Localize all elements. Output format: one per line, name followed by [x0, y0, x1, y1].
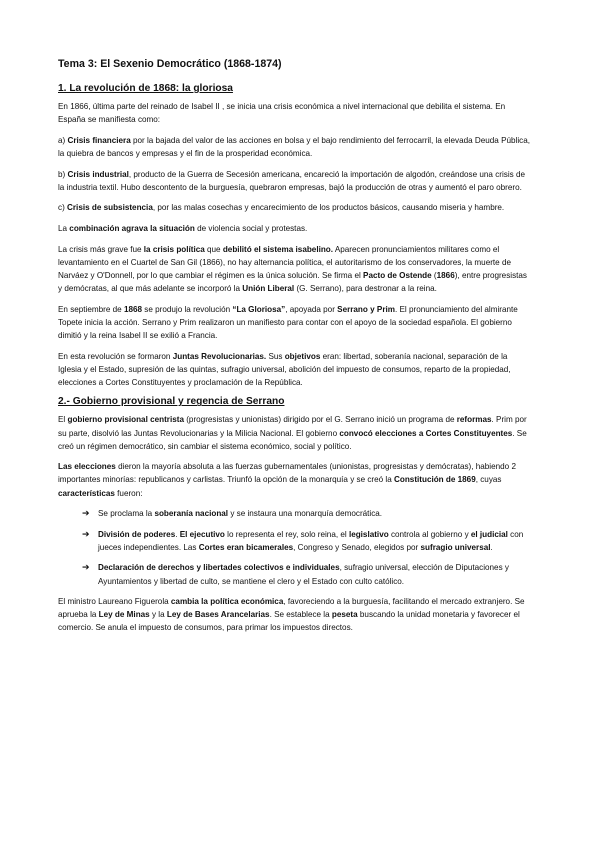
text-run: con jueces independientes. Las [98, 529, 524, 552]
bold-text: Ley de Bases Arancelarias [166, 610, 270, 620]
bold-text: Constitución de 1869 [394, 475, 476, 485]
paragraph [58, 460, 530, 499]
text-run: buscando la unidad monetaria y favorecer el comercio. Se anula el impuesto de consumos, para primar los impuestos directos. [58, 610, 520, 633]
text-run: lo representa el rey, solo reina, el [224, 529, 349, 539]
text-run: de violencia social y protestas. [194, 224, 308, 234]
bold-text: Juntas Revolucionarias. [172, 351, 267, 361]
bold-text: Crisis financiera [67, 135, 131, 145]
text-run: , Congreso y Senado, elegidos por [293, 542, 421, 552]
bold-text: cambia la política económica [170, 597, 284, 607]
text-run: En 1866, última parte del reinado de Isabel II , se inicia una crisis económica a nivel internacional que debilita el sistema. En España se manifiesta como: [58, 102, 506, 125]
right-arrow-icon: ➔ [82, 562, 90, 573]
text-run: . Se establece la [269, 610, 332, 620]
text-run: . [175, 529, 180, 539]
paragraph [58, 168, 530, 194]
bold-text: 1868 [123, 304, 143, 314]
bold-text: Unión Liberal [242, 284, 295, 293]
text-run: , apoyada por [285, 304, 338, 314]
bold-text: “La Gloriosa” [232, 304, 286, 314]
list-item [82, 528, 530, 554]
bold-text: Crisis industrial [67, 169, 129, 179]
text-run: b) [58, 169, 68, 179]
paragraph [58, 134, 530, 160]
text-run: La crisis más grave fue [58, 244, 144, 254]
section-1-heading: 1. La revolución de 1868: la gloriosa [58, 83, 233, 94]
bold-text: gobierno provisional centrista [67, 415, 184, 425]
text-run: En septiembre de [58, 304, 124, 314]
text-run: eran: libertad, soberanía nacional, separación de la Iglesia y el Estado, supresión de las quintas, sufragio universal, abolición del impuesto de consumos, reparto de la propiedad, elecciones a Cortes Constituyentes y proclamación de la República. [58, 351, 511, 387]
text-run: se produjo la revolución [142, 304, 233, 314]
text-run: (progresistas y unionistas) dirigido por el G. Serrano inició un programa de [183, 415, 457, 425]
section-1-body [58, 100, 530, 389]
bold-text: Ley de Minas [98, 610, 150, 620]
text-run: . Prim por su parte, disolvió las Juntas Revolucionarias y la Milicia Nacional. El gobierno [58, 415, 527, 438]
list-item-text [98, 530, 523, 552]
text-run: Aparecen pronunciamientos militares como el levantamiento en el Cuartel de San Gil (1866), no hay alternancia política, el autoritarismo de los conservadores, la muerte de Narváez y O'Donnell, por lo que cambiar el régimen es la única solución. Se firma el [58, 244, 511, 280]
text-run: En esta revolución se formaron [58, 351, 173, 361]
bold-text: combinación agrava la situación [69, 224, 195, 234]
paragraph [58, 413, 530, 452]
text-run: c) [58, 203, 68, 213]
text-run: , sufragio universal, elección de Diputaciones y Ayuntamientos y libertad de culto, se mantiene el clero y el Estado con culto católico. [98, 563, 509, 586]
characteristics-list [58, 507, 530, 587]
bold-text: Las elecciones [58, 462, 116, 472]
text-run: El ministro Laureano Figuerola [58, 597, 171, 607]
text-run: , cuyas [475, 475, 502, 485]
bold-text: División de poderes [98, 529, 176, 539]
bold-text: Declaración de derechos y libertades colectivos e individuales [98, 563, 340, 573]
bold-text: reformas [456, 415, 492, 425]
text-run: , por las malas cosechas y encarecimiento de los productos básicos, causando miseria y hambre. [152, 203, 505, 213]
section-2-body [58, 413, 530, 634]
text-run: , favoreciendo a la burguesía, facilitando el mercado extranjero. Se aprueba la [58, 597, 525, 620]
list-item [82, 561, 530, 587]
bold-text: convocó elecciones a Cortes Constituyentes [339, 428, 513, 438]
text-run: ( [431, 270, 437, 280]
bold-text: 1866 [436, 270, 455, 280]
bold-text: Serrano y Prim [337, 304, 395, 314]
bold-text: peseta [331, 610, 358, 620]
paragraph [58, 243, 530, 295]
bold-text: la crisis política [143, 244, 205, 254]
list-item-text [98, 509, 382, 518]
right-arrow-icon: ➔ [82, 508, 90, 519]
text-run: controla al gobierno y [388, 529, 471, 539]
document-title: Tema 3: El Sexenio Democrático (1868-1874) [58, 58, 282, 70]
text-run: . Se creó un régimen democrático, sin cambiar el sistema económico, social y político. [58, 428, 527, 451]
bold-text: legislativo [348, 529, 389, 539]
text-run: . El pronunciamiento del almirante Topete inicia la acción. Serrano y Prim realizaron un manifiesto para contar con el apoyo de la sociedad española. El gobierno dimitió y la reina Isabel II se exilió a Francia. [58, 304, 518, 340]
text-run: El [58, 415, 68, 425]
right-arrow-icon: ➔ [82, 528, 90, 539]
text-run: Se proclama la [98, 509, 155, 519]
text-run: que [204, 244, 223, 254]
paragraph [58, 303, 530, 342]
text-run: , producto de la Guerra de Secesión americana, encareció la importación de algodón, creándose una crisis de la industria textil. Hubo descontento de la burguesía, quebraron empresas, bajó la producción de otras y aumentó el paro obrero. [58, 169, 525, 192]
list-item-text [98, 563, 509, 585]
text-run: por la bajada del valor de las acciones en bolsa y el bajo rendimiento del ferrocarril, la elevada Deuda Pública, la quiebra de bancos y empresas y el fin de la prosperidad económica. [58, 135, 530, 158]
text-run: y la [149, 610, 167, 620]
paragraph [58, 100, 530, 126]
paragraph [58, 595, 530, 634]
text-run: ), entre progresistas y demócratas, al que más adelante se incorporó la [58, 270, 527, 293]
paragraph [58, 222, 530, 235]
bold-text: características [58, 488, 115, 498]
text-run: y se instaura una monarquía democrática. [228, 509, 383, 519]
bold-text: Pacto de Ostende [363, 270, 432, 280]
list-item [82, 507, 530, 520]
text-run: (G. Serrano), para destronar a la reina. [294, 284, 437, 293]
text-run: a) [58, 135, 68, 145]
bold-text: objetivos [284, 351, 321, 361]
bold-text: soberanía nacional [154, 509, 229, 519]
text-run: fueron: [114, 488, 143, 498]
bold-text: debilitó el sistema isabelino. [222, 244, 334, 254]
section-2-heading: 2.- Gobierno provisional y regencia de Serrano [58, 396, 285, 408]
paragraph [58, 350, 530, 389]
bold-text: sufragio universal [420, 542, 491, 552]
paragraph [58, 201, 530, 214]
bold-text: Cortes eran bicamerales [198, 542, 294, 552]
text-run: . [490, 542, 493, 552]
bold-text: El ejecutivo [179, 529, 225, 539]
bold-text: el judicial [470, 529, 508, 539]
text-run: Sus [266, 351, 285, 361]
text-run: dieron la mayoría absoluta a las fuerzas gubernamentales (unionistas, progresistas y demócratas), habiendo 2 importantes minorías: republicanos y carlistas. Triunfó la opción de la monarquía y se creó la [58, 462, 516, 485]
bold-text: Crisis de subsistencia [67, 203, 153, 213]
text-run: La [58, 224, 70, 234]
